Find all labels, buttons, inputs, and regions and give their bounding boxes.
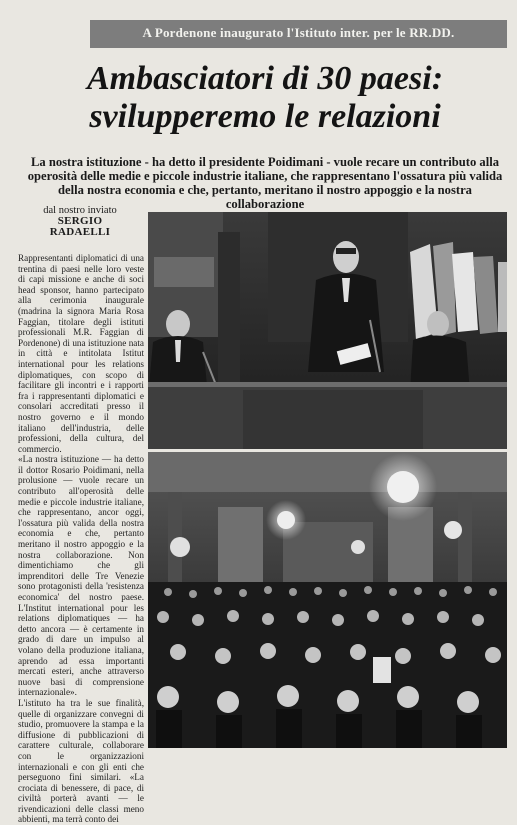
- byline-author-last: RADAELLI: [49, 226, 111, 238]
- article-paragraph-2: «La nostra istituzione — ha detto il dottor Rosario Poidimani, nella prolusione — vuole recare un contributo all'operosità delle medie e piccole industrie italiane, che rappresentano, ancor oggi, l'ossatura più valida della nostra economia e che, pertanto meritano il nostro appoggio e la nostra collaborazione. Non dimentichiamo che gli imprenditori delle Tre Venezie sono protagonisti della 'resistenza economica' del nostro paese. L'Institut international pour les relations diplomatiques — ha detto ancora — è certamente in grado di dare un impulso al volano della produzione italiana, aprendo ad essa importanti mercati esteri, anche attraverso nuove basi di comprensione internazionale».: [18, 454, 144, 698]
- photo-speaker-illustration: [148, 212, 507, 449]
- photo-speaker-at-podium: [148, 212, 507, 449]
- headline: [30, 60, 500, 136]
- byline-label: dal nostro inviato: [43, 205, 117, 216]
- photo-audience-hall-chandeliers: [148, 452, 507, 748]
- headline-line-1: Ambasciatori di 30 paesi:: [86, 60, 444, 97]
- kicker-text: A Pordenone inaugurato l'Istituto inter. per le RR.DD.: [142, 25, 455, 40]
- article-paragraph-1: Rappresentanti diplomatici di una trentina di paesi nelle loro veste di capi missione e anche di soci head sponsor, hanno partecipato alla cerimonia inaugurale (madrina la signora Maria Rosa Faggian, titolare degli istituti professionali M.R. Faggian di Pordenone) di una istituzione nata in città e intitolata Istitut international pour les relations diplomatiques, con scopo di facilitare gli incontri e i rapporti fra i rappresentanti diplomatici e consolari accreditati presso il nostro governo e il mondo italiano dell'industria, delle professioni, della cultura, del commercio.: [18, 253, 144, 454]
- article-body: [18, 253, 144, 825]
- headline-line-2: svilupperemo le relazioni: [89, 98, 441, 135]
- kicker-band: [90, 20, 507, 48]
- article-paragraph-3: L'istituto ha tra le sue finalità, quelle di organizzare convegni di studio, promuovere la stampa e la diffusione di pubblicazioni di carattere culturale, collaborare con le organizzazioni internazionali e con gli enti che perseguono fini similari. «La crociata di benessere, di pace, di civiltà porterà avanti — le rivendicazioni delle classi meno abbienti, ma terrà conto dei: [18, 697, 144, 825]
- photo-hall-illustration: [148, 452, 507, 748]
- deck-summary: La nostra istituzione - ha detto il presidente Poidimani - vuole recare un contributo alla operosità delle medie e piccole industrie italiane, che rappresentano l'ossatura più valida della nostra economia e che, pertanto, meritano il nostro appoggio e la nostra collaborazione: [27, 155, 503, 211]
- byline: [25, 205, 135, 238]
- byline-author-first: SERGIO: [57, 215, 103, 227]
